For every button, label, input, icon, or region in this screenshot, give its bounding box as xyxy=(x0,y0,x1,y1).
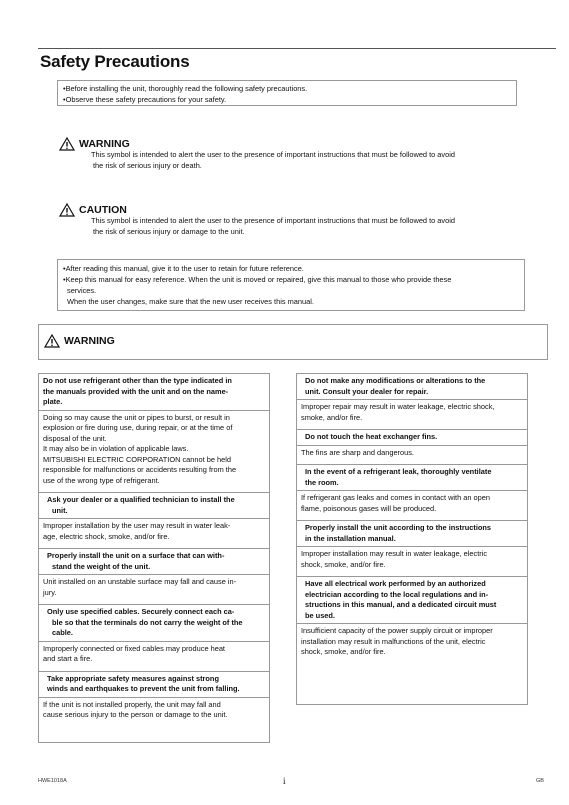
caution-symbol-label: CAUTION xyxy=(79,204,127,216)
body-line: The fins are sharp and dangerous. xyxy=(301,447,414,457)
heading-line: Do not touch the heat exchanger fins. xyxy=(305,432,438,441)
body-line: Improper repair may result in water leakage, electric shock, xyxy=(301,402,495,411)
warning-item-body xyxy=(297,624,527,660)
body-line: use of the wrong type of refrigerant. xyxy=(43,475,160,485)
heading-line: Have all electrical work performed by an authorized xyxy=(305,579,486,588)
heading-line: Do not make any modifications or alterations to the xyxy=(305,376,486,385)
warning-item xyxy=(297,576,527,660)
warning-item-heading xyxy=(297,576,527,624)
reference-line: services. xyxy=(67,286,97,295)
body-line: shock, smoke, and/or fire. xyxy=(301,559,386,569)
heading-line: Ask your dealer or a qualified technician to install the xyxy=(47,495,235,504)
body-line: It may also be in violation of applicable laws. xyxy=(43,444,189,453)
body-line: Doing so may cause the unit or pipes to burst, or result in xyxy=(43,412,230,422)
warning-item xyxy=(297,374,527,425)
body-line: and start a fire. xyxy=(43,654,93,663)
heading-line: In the event of a refrigerant leak, thoroughly ventilate xyxy=(305,467,492,476)
body-line: MITSUBISHI ELECTRIC CORPORATION cannot be held xyxy=(43,454,231,464)
warning-item-heading xyxy=(297,374,527,400)
reference-line: •Keep this manual for easy reference. When the unit is moved or repaired, give this manual to those who provide these xyxy=(63,275,452,284)
body-line: Improperly connected or fixed cables may produce heat xyxy=(43,643,225,653)
body-line: installation may result in malfunctions of the unit, electric xyxy=(301,636,486,646)
warning-item-body xyxy=(39,519,269,544)
warning-item xyxy=(39,671,269,723)
heading-line: Only use specified cables. Securely connect each ca- xyxy=(47,607,235,616)
desc-line: This symbol is intended to alert the user to the presence of important instructions that must be followed to avoid xyxy=(91,150,455,159)
body-line: Insufficient capacity of the power supply circuit or improper xyxy=(301,626,493,635)
warning-item-body xyxy=(297,400,527,425)
body-line: explosion or fire during use, during repair, or at the time of xyxy=(43,423,233,432)
warning-item-heading xyxy=(297,429,527,446)
warning-item xyxy=(39,548,269,600)
heading-line: Properly install the unit on a surface that can with- xyxy=(47,551,225,560)
body-line: flame, poisonous gases will be produced. xyxy=(301,503,437,513)
warning-item xyxy=(39,604,269,667)
body-line: responsible for malfunctions or accidents resulting from the xyxy=(43,465,237,474)
warning-item-body xyxy=(297,446,527,461)
heading-line: ble so that the terminals do not carry the weight of the xyxy=(52,617,243,627)
body-line: If the unit is not installed properly, the unit may fall and xyxy=(43,699,221,709)
top-rule xyxy=(38,48,556,49)
warning-item xyxy=(297,520,527,572)
warning-triangle-icon xyxy=(59,137,75,151)
body-line: shock, smoke, and/or fire. xyxy=(301,647,386,656)
heading-line: the room. xyxy=(305,477,339,487)
warning-item-heading xyxy=(39,671,269,698)
heading-line: unit. Consult your dealer for repair. xyxy=(305,386,429,396)
warning-section-heading xyxy=(44,334,547,348)
warning-item xyxy=(297,464,527,516)
warning-symbol-label: WARNING xyxy=(79,138,130,150)
footer-page-number: i xyxy=(283,776,286,786)
body-line: cause serious injury to the person or damage to the unit. xyxy=(43,710,228,719)
warning-item-heading xyxy=(39,548,269,575)
warning-item-body xyxy=(39,642,269,667)
reference-box xyxy=(57,259,525,311)
footer-region: GB xyxy=(536,778,544,784)
desc-line: the risk of serious injury or damage to the unit. xyxy=(93,227,245,236)
warning-item-body xyxy=(39,575,269,600)
body-line: disposal of the unit. xyxy=(43,433,107,443)
desc-line: the risk of serious injury or death. xyxy=(93,161,202,170)
heading-line: be used. xyxy=(305,610,335,620)
body-line: smoke, and/or fire. xyxy=(301,412,363,422)
warning-symbol-desc xyxy=(91,149,531,171)
body-line: If refrigerant gas leaks and comes in contact with an open xyxy=(301,493,490,502)
body-line: Improper installation by the user may result in water leak- xyxy=(43,521,231,530)
heading-line: plate. xyxy=(43,397,63,406)
warning-item-body xyxy=(297,547,527,572)
intro-line: •Before installing the unit, thoroughly read the following safety precautions. xyxy=(63,84,308,93)
heading-line: the manuals provided with the unit and on the name- xyxy=(43,386,229,396)
heading-line: structions in this manual, and a dedicated circuit must xyxy=(305,600,497,609)
warning-item-heading xyxy=(297,464,527,491)
left-warning-column xyxy=(38,373,270,743)
body-line: Unit installed on an unstable surface may fall and cause in- xyxy=(43,577,237,586)
warning-item-body xyxy=(39,698,269,723)
heading-line: unit. xyxy=(52,505,68,515)
heading-line: electrician according to the local regulations and in- xyxy=(305,589,489,599)
warning-item-heading xyxy=(39,374,269,411)
warning-item-heading xyxy=(297,520,527,547)
heading-line: cable. xyxy=(52,628,73,637)
warning-item xyxy=(39,492,269,544)
page-title: Safety Precautions xyxy=(40,52,190,71)
right-warning-column xyxy=(296,373,528,705)
warning-item-heading xyxy=(39,604,269,642)
heading-line: Take appropriate safety measures against strong xyxy=(47,673,219,683)
reference-line: When the user changes, make sure that the new user receives this manual. xyxy=(67,297,314,306)
footer-doc-code: HWE1018A xyxy=(38,778,67,784)
warning-section-label: WARNING xyxy=(64,335,115,347)
body-line: Improper installation may result in water leakage, electric xyxy=(301,549,488,558)
warning-item-heading xyxy=(39,492,269,519)
warning-section-header xyxy=(38,324,548,360)
body-line: jury. xyxy=(43,587,57,597)
warning-item xyxy=(39,374,269,488)
caution-symbol-desc xyxy=(91,215,531,237)
heading-line: winds and earthquakes to prevent the unit from falling. xyxy=(47,684,240,693)
heading-line: stand the weight of the unit. xyxy=(52,561,151,571)
warning-item-body xyxy=(297,491,527,516)
heading-line: Properly install the unit according to the instructions xyxy=(305,523,492,532)
heading-line: Do not use refrigerant other than the type indicated in xyxy=(43,376,232,385)
intro-line: •Observe these safety precautions for your safety. xyxy=(63,95,227,104)
desc-line: This symbol is intended to alert the user to the presence of important instructions that must be followed to avoid xyxy=(91,216,455,225)
warning-triangle-icon xyxy=(44,334,60,348)
warning-item-body xyxy=(39,411,269,489)
reference-line: •After reading this manual, give it to the user to retain for future reference. xyxy=(63,264,304,273)
warning-item xyxy=(297,429,527,460)
body-line: age, electric shock, smoke, and/or fire. xyxy=(43,531,170,541)
caution-triangle-icon xyxy=(59,203,75,217)
heading-line: in the installation manual. xyxy=(305,533,396,543)
intro-box xyxy=(57,80,517,106)
